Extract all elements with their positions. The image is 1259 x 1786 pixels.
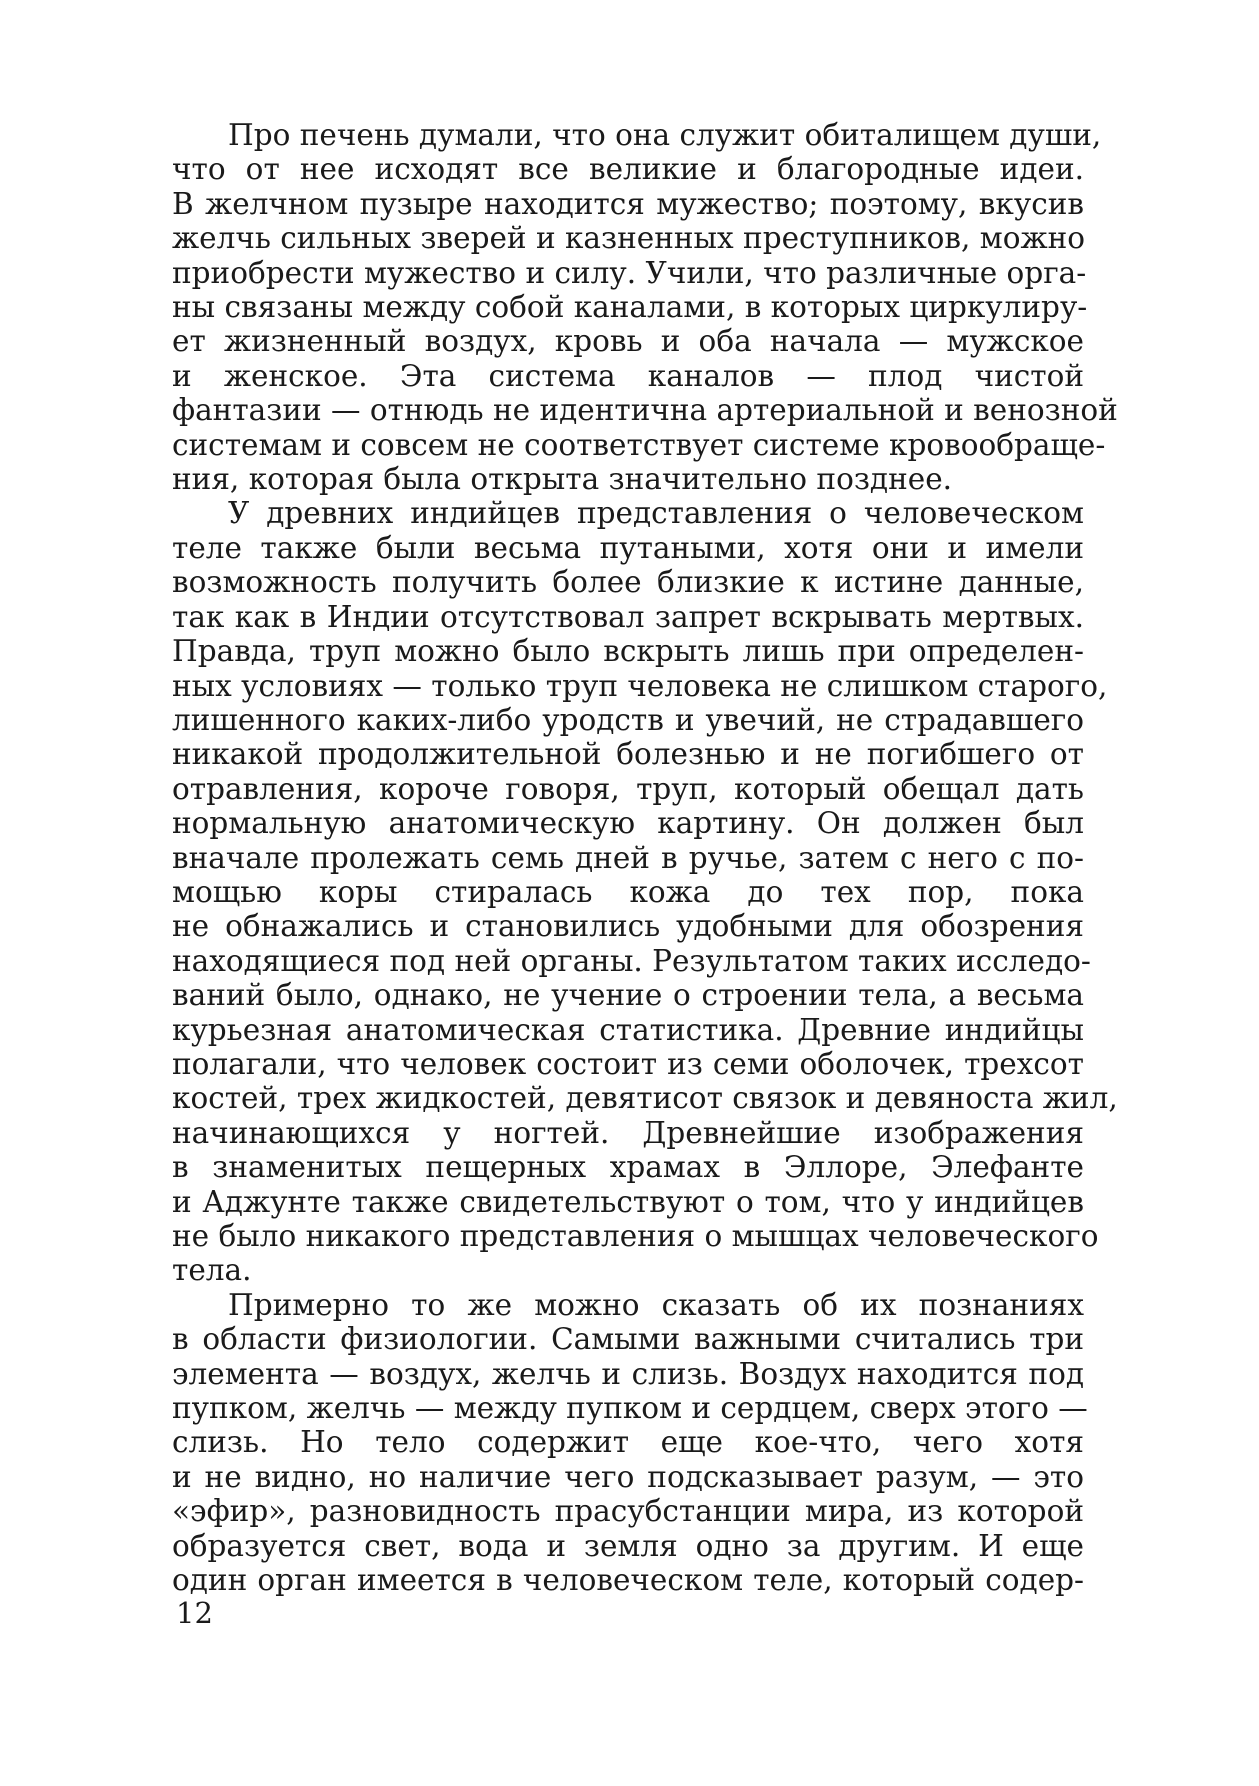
text-line: У древних индийцев представления о человеческом [228,496,1084,531]
text-line: Правда, труп можно было вскрыть лишь при определен- [172,634,1084,669]
text-line: Про печень думали, что она служит обиталищем души, [228,118,1102,152]
text-line: В желчном пузыре находится мужество; поэтому, вкусив [172,186,1084,221]
paragraph-2 [172,496,1118,1288]
text-line: что от нее исходят все великие и благородные идеи. [172,152,1084,187]
text-line: начинающихся у ногтей. Древнейшие изображения [172,1115,1084,1150]
text-line: системам и совсем не соответствует системе кровообраще- [172,427,1106,462]
text-line: в области физиологии. Самыми важными считались три [172,1322,1084,1357]
text-line: ваний было, однако, не учение о строении тела, а весьма [172,978,1084,1013]
text-line: полагали, что человек состоит из семи оболочек, трехсот [172,1046,1084,1081]
text-line: фантазии — отнюдь не идентична артериальной и венозной [172,393,1118,428]
text-line: Примерно то же можно сказать об их познаниях [228,1287,1084,1322]
text-line: тела. [172,1253,252,1288]
text-line: никакой продолжительной болезнью и не погибшего от [172,737,1084,772]
text-line: в знаменитых пещерных храмах в Эллоре, Элефанте [172,1150,1084,1185]
text-line: ны связаны между собой каналами, в которых циркулиру- [172,290,1088,325]
text-line: образуется свет, вода и земля одно за другим. И еще [172,1528,1084,1563]
text-line: отравления, короче говоря, труп, который обещал дать [172,771,1084,806]
text-line: ных условиях — только труп человека не слишком старого, [172,668,1108,703]
text-line: приобрести мужество и силу. Учили, что различные орга- [172,255,1087,290]
page-body [172,118,1118,1598]
text-line: и женское. Эта система каналов — плод чистой [172,358,1084,393]
text-line: мощью коры стиралась кожа до тех пор, пока [172,874,1084,909]
text-line: слизь. Но тело содержит еще кое-что, чего хотя [172,1425,1084,1460]
text-line: курьезная анатомическая статистика. Древние индийцы [172,1012,1084,1047]
text-line: так как в Индии отсутствовал запрет вскрывать мертвых. [172,599,1084,634]
page-number: 12 [176,1596,213,1630]
text-line: ния, которая была открыта значительно позднее. [172,462,953,497]
text-line: пупком, желчь — между пупком и сердцем, сверх этого — [172,1391,1088,1426]
text-line: ет жизненный воздух, кровь и оба начала — мужское [172,324,1084,359]
text-line: нормальную анатомическую картину. Он должен был [172,806,1084,841]
text-line: находящиеся под ней органы. Результатом таких исследо- [172,943,1091,978]
text-line: не обнажались и становились удобными для обозрения [172,909,1084,944]
text-line: не было никакого представления о мышцах человеческого [172,1219,1099,1253]
text-line: элемента — воздух, желчь и слизь. Воздух находится под [172,1356,1084,1391]
text-line: и не видно, но наличие чего подсказывает разум, — это [172,1459,1084,1494]
text-line: возможность получить более близкие к истине данные, [172,565,1084,600]
text-line: и Аджунте также свидетельствуют о том, что у индийцев [172,1184,1084,1219]
text-line: желчь сильных зверей и казненных преступников, можно [172,221,1086,256]
text-line: теле также были весьма путаными, хотя они и имели [172,530,1084,565]
paragraph-3 [172,1287,1088,1598]
text-line: «эфир», разновидность прасубстанции мира, из которой [172,1494,1084,1529]
text-line: один орган имеется в человеческом теле, который содер- [172,1563,1084,1598]
text-line: вначале пролежать семь дней в ручье, затем с него с по- [172,840,1084,875]
text-line: лишенного каких-либо уродств и увечий, не страдавшего [172,702,1084,737]
text-line: костей, трех жидкостей, девятисот связок и девяноста жил, [172,1081,1118,1116]
paragraph-1 [172,118,1118,497]
